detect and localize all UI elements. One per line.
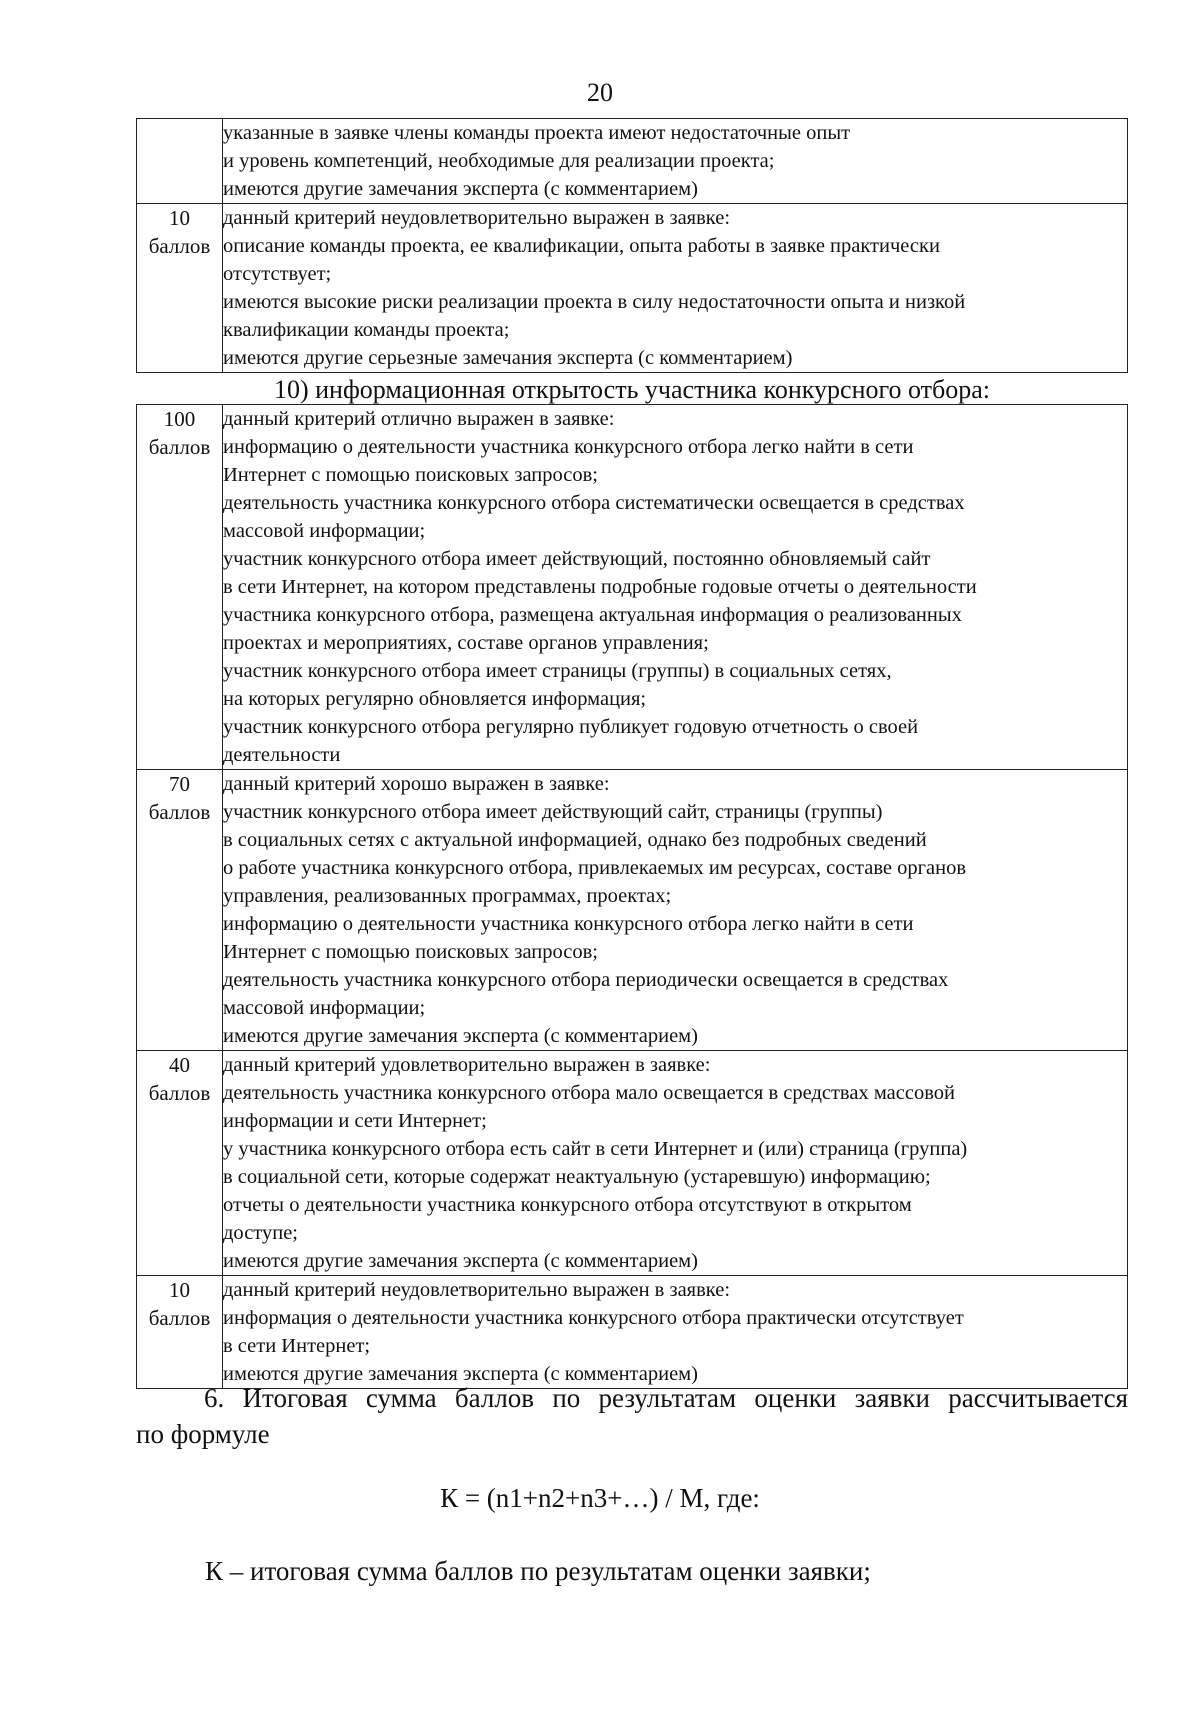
section-heading: 10) информационная открытость участника конкурсного отбора: [273,375,991,404]
description-line: данный критерий неудовлетворительно выражен в заявке: [223,1279,731,1301]
description-line: данный критерий отлично выражен в заявке: [223,408,615,430]
score-unit: баллов [148,1081,211,1105]
description-line: массовой информации; [223,520,426,542]
score-value: 10 [169,1278,190,1302]
description-line: участник конкурсного отбора регулярно публикует годовую отчетность о своей [223,716,919,738]
description-line: данный критерий неудовлетворительно выражен в заявке: [223,207,731,229]
description-line: описание команды проекта, ее квалификации, опыта работы в заявке практически [223,235,940,257]
criteria-row [137,119,1128,204]
paragraph-6: 6. Итоговая сумма баллов по результатам оценки заявки рассчитывается [204,1383,1128,1413]
description-line: указанные в заявке члены команды проекта имеют недостаточные опыт [223,122,851,144]
score-cell [137,405,223,770]
description-line: о работе участника конкурсного отбора, привлекаемых им ресурсах, составе органов [223,857,967,879]
score-value: 70 [169,772,190,796]
description-line: проектах и мероприятиях, составе органов управления; [223,632,709,654]
description-line: деятельность участника конкурсного отбора систематически освещается в средствах [223,492,965,514]
criteria-description [223,1051,1128,1276]
description-line: управления, реализованных программах, проектах; [223,885,672,907]
score-unit: баллов [148,234,211,258]
score-cell [137,1276,223,1389]
score-cell [137,1051,223,1276]
formula: К = (n1+n2+n3+…) / M, где: [440,1483,760,1513]
criteria-description [223,119,1128,204]
description-line: доступе; [223,1222,298,1244]
score-unit: баллов [148,435,211,459]
description-line: отсутствует; [223,263,332,285]
score-cell [137,204,223,373]
description-line: в сети Интернет; [223,1335,371,1357]
description-line: имеются другие серьезные замечания эксперта (с комментарием) [223,347,793,369]
criteria-row [137,1276,1128,1389]
score-cell [137,770,223,1051]
score-cell [137,119,223,204]
score-unit: баллов [148,1306,211,1330]
description-line: имеются высокие риски реализации проекта в силу недостаточности опыта и низкой [223,291,966,313]
criteria-description [223,405,1128,770]
criteria-row [137,1051,1128,1276]
k-definition: К – итоговая сумма баллов по результатам оценки заявки; [205,1556,871,1586]
description-line: на которых регулярно обновляется информация; [223,688,647,710]
description-line: деятельность участника конкурсного отбора мало освещается в средствах массовой [223,1082,955,1104]
score-value: 100 [163,407,196,431]
description-line: деятельность участника конкурсного отбора периодически освещается в средствах [223,969,949,991]
criteria-table-section-10 [136,404,1128,1389]
description-line: и уровень компетенций, необходимые для реализации проекта; [223,150,775,172]
description-line: данный критерий удовлетворительно выражен в заявке: [223,1054,711,1076]
description-line: массовой информации; [223,997,426,1019]
criteria-description [223,204,1128,373]
description-line: данный критерий хорошо выражен в заявке: [223,773,610,795]
description-line: в социальных сетях с актуальной информацией, однако без подробных сведений [223,829,927,851]
paragraph-6-continuation: по формуле [136,1419,270,1449]
description-line: имеются другие замечания эксперта (с комментарием) [223,178,698,200]
score-value: 10 [169,206,190,230]
criteria-row [137,770,1128,1051]
description-line: участник конкурсного отбора имеет страницы (группы) в социальных сетях, [223,660,892,682]
description-line: у участника конкурсного отбора есть сайт в сети Интернет и (или) страница (группа) [223,1138,968,1160]
description-line: Интернет с помощью поисковых запросов; [223,464,599,486]
description-line: информация о деятельности участника конкурсного отбора практически отсутствует [223,1307,964,1329]
description-line: отчеты о деятельности участника конкурсного отбора отсутствуют в открытом [223,1194,912,1216]
description-line: имеются другие замечания эксперта (с комментарием) [223,1363,698,1385]
description-line: имеются другие замечания эксперта (с комментарием) [223,1025,698,1047]
description-line: участник конкурсного отбора имеет действующий, постоянно обновляемый сайт [223,548,931,570]
score-value: 40 [169,1053,190,1077]
page-number: 20 [587,78,613,107]
criteria-row [137,204,1128,373]
description-line: участник конкурсного отбора имеет действующий сайт, страницы (группы) [223,801,883,823]
description-line: участника конкурсного отбора, размещена актуальная информация о реализованных [223,604,962,626]
description-line: информацию о деятельности участника конкурсного отбора легко найти в сети [223,436,914,458]
criteria-row [137,405,1128,770]
score-unit: баллов [148,800,211,824]
criteria-description [223,770,1128,1051]
description-line: квалификации команды проекта; [223,319,510,341]
description-line: имеются другие замечания эксперта (с комментарием) [223,1250,698,1272]
criteria-description [223,1276,1128,1389]
criteria-table-continued [136,118,1128,373]
description-line: Интернет с помощью поисковых запросов; [223,941,599,963]
description-line: информацию о деятельности участника конкурсного отбора легко найти в сети [223,913,914,935]
description-line: в социальной сети, которые содержат неактуальную (устаревшую) информацию; [223,1166,931,1188]
description-line: деятельности [223,744,341,766]
description-line: информации и сети Интернет; [223,1110,487,1132]
description-line: в сети Интернет, на котором представлены подробные годовые отчеты о деятельности [223,576,977,598]
